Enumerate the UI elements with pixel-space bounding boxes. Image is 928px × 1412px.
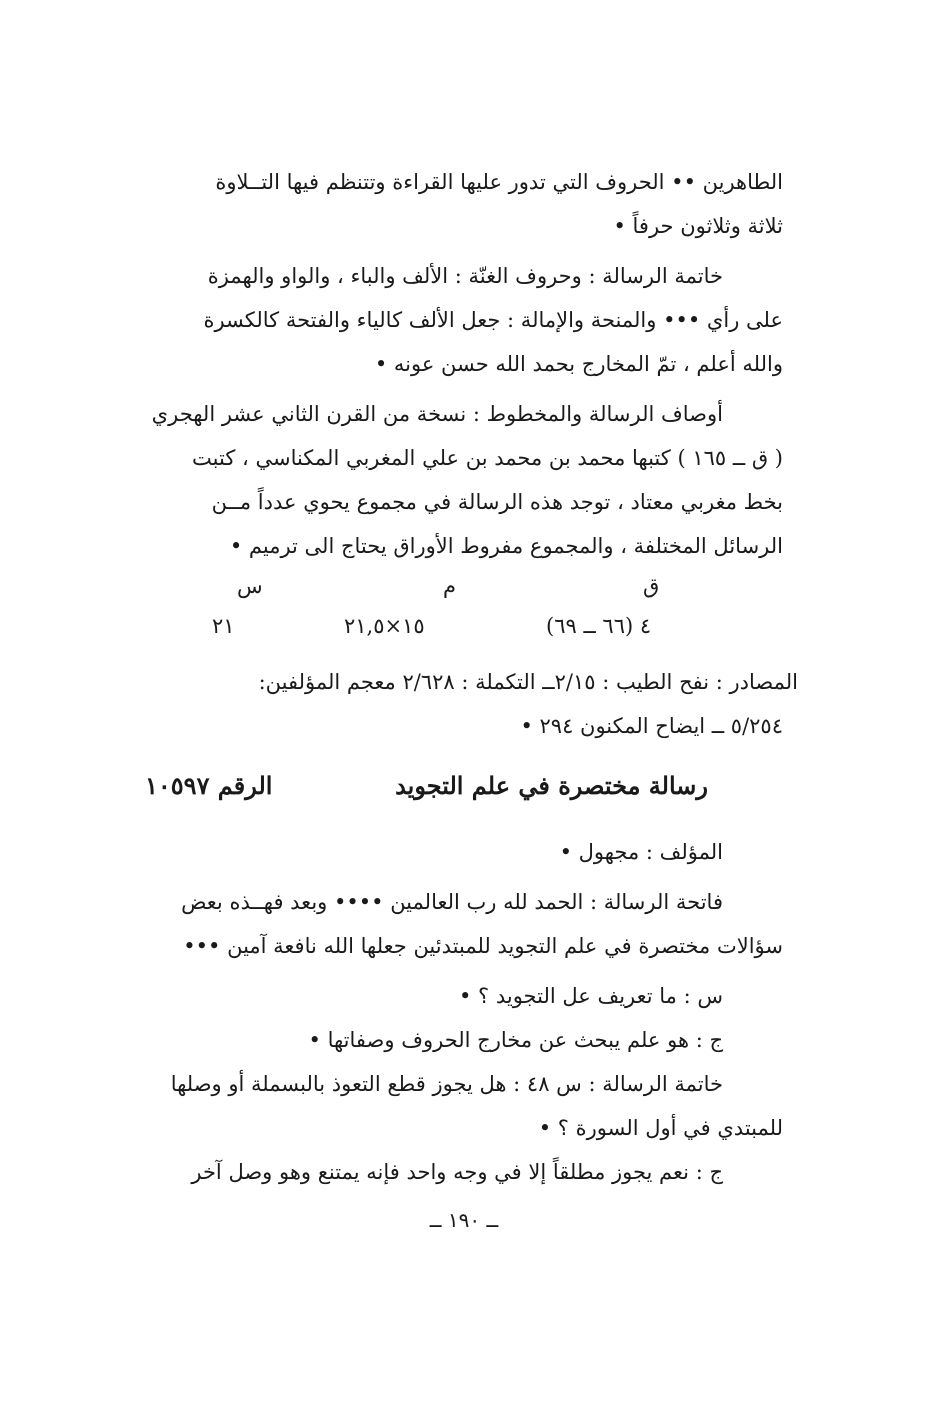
entry-number: الرقم ١٠٥٩٧	[145, 771, 273, 800]
text-line: ( ق ــ ١٦٥ ) كتبها محمد بن محمد بن علي المغربي المكناسي ، كتبت	[192, 446, 783, 470]
text-line: بخط مغربي معتاد ، توجد هذه الرسالة في مجموع يحوي عدداً مــن	[211, 490, 783, 514]
text-line: الطاهرين •• الحروف التي تدور عليها القراءة وتتنظم فيها التــلاوة	[215, 170, 783, 194]
index-value-qaf: ٤ (٦٦ ــ ٦٩)	[546, 614, 652, 638]
question-line: س : ما تعريف عل التجويد ؟ •	[458, 984, 723, 1008]
text-line: فاتحة الرسالة : الحمد لله رب العالمين •••• وبعد فهــذه بعض	[181, 890, 723, 914]
page-number: ــ ١٩٠ ــ	[429, 1208, 499, 1232]
text-line: خاتمة الرسالة : س ٤٨ : هل يجوز قطع التعوذ بالبسملة أو وصلها	[170, 1072, 723, 1096]
index-value-sin: ٢١	[212, 614, 235, 638]
text-line: سؤالات مختصرة في علم التجويد للمبتدئين جعلها الله نافعة آمين •••	[183, 934, 783, 958]
index-value-mim: ١٥×٢١,٥	[344, 614, 425, 638]
text-line: للمبتدي في أول السورة ؟ •	[538, 1116, 783, 1140]
text-line: ثلاثة وثلاثون حرفاً •	[613, 214, 783, 238]
text-line: ج : نعم يجوز مطلقاً إلا في وجه واحد فإنه يمتنع وهو وصل آخر	[191, 1160, 723, 1184]
sources-line: ٥/٢٥٤ ــ ايضاح المكنون ٢٩٤ •	[520, 714, 783, 738]
text-line: خاتمة الرسالة : وحروف الغنّة : الألف والباء ، والواو والهمزة	[207, 264, 723, 288]
index-header-qaf: ق	[643, 574, 660, 598]
text-line: الرسائل المختلفة ، والمجموع مفروط الأوراق يحتاج الى ترميم •	[229, 534, 783, 558]
text-line: على رأي ••• والمنحة والإمالة : جعل الألف كالياء والفتحة كالكسرة	[203, 308, 783, 332]
answer-line: ج : هو علم يبحث عن مخارج الحروف وصفاتها •	[308, 1028, 723, 1052]
sources-line: المصادر : نفح الطيب : ٢/١٥ــ التكملة : ٢/٦٢٨ معجم المؤلفين:	[258, 670, 798, 694]
entry-title: رسالة مختصرة في علم التجويد	[395, 771, 708, 800]
index-header-sin: س	[237, 574, 263, 598]
index-header-mim: م	[443, 574, 457, 598]
author-line: المؤلف : مجهول •	[559, 840, 723, 864]
text-line: والله أعلم ، تمّ المخارج بحمد الله حسن عونه •	[374, 352, 783, 376]
text-line: أوصاف الرسالة والمخطوط : نسخة من القرن الثاني عشر الهجري	[151, 402, 723, 426]
